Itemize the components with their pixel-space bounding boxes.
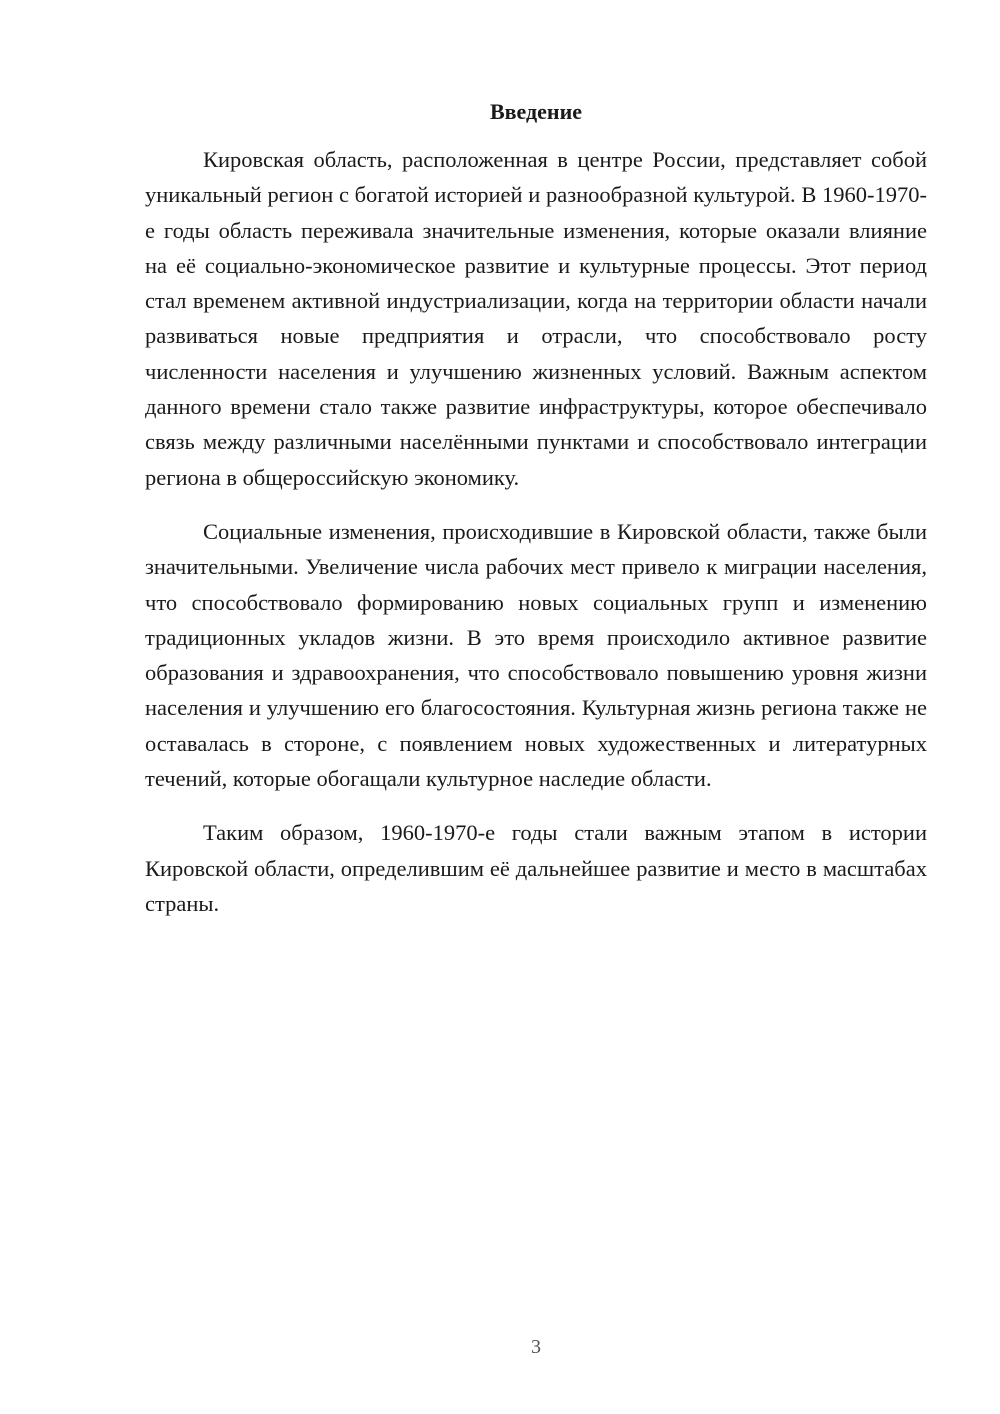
page-number: 3 [531, 1336, 541, 1358]
body-text [145, 142, 927, 940]
paragraph-1: Кировская область, расположенная в центре России, представляет собой уникальный регион с богатой историей и разнообразной культурой. В 1960-1970-е годы область переживала значительные изменения, которые оказали влияние на её социально-экономическое развитие и культурные процессы. Этот период стал временем активной индустриализации, когда на территории области начали развиваться новые предприятия и отрасли, что способствовало росту численности населения и улучшению жизненных условий. Важным аспектом данного времени стало также развитие инфраструктуры, которое обеспечивало связь между различными населёнными пунктами и способствовало интеграции региона в общероссийскую экономику. [145, 147, 927, 490]
page-title: Введение [489, 99, 583, 124]
paragraph-3: Таким образом, 1960-1970-е годы стали важным этапом в истории Кировской области, определившим её дальнейшее развитие и место в масштабах страны. [145, 820, 927, 916]
paragraph-2: Социальные изменения, происходившие в Кировской области, также были значительными. Увеличение числа рабочих мест привело к миграции населения, что способствовало формированию новых социальных групп и изменению традиционных укладов жизни. В это время происходило активное развитие образования и здравоохранения, что способствовало повышению уровня жизни населения и улучшению его благосостояния. Культурная жизнь региона также не оставалась в стороне, с появлением новых художественных и литературных течений, которые обогащали культурное наследие области. [145, 518, 927, 792]
